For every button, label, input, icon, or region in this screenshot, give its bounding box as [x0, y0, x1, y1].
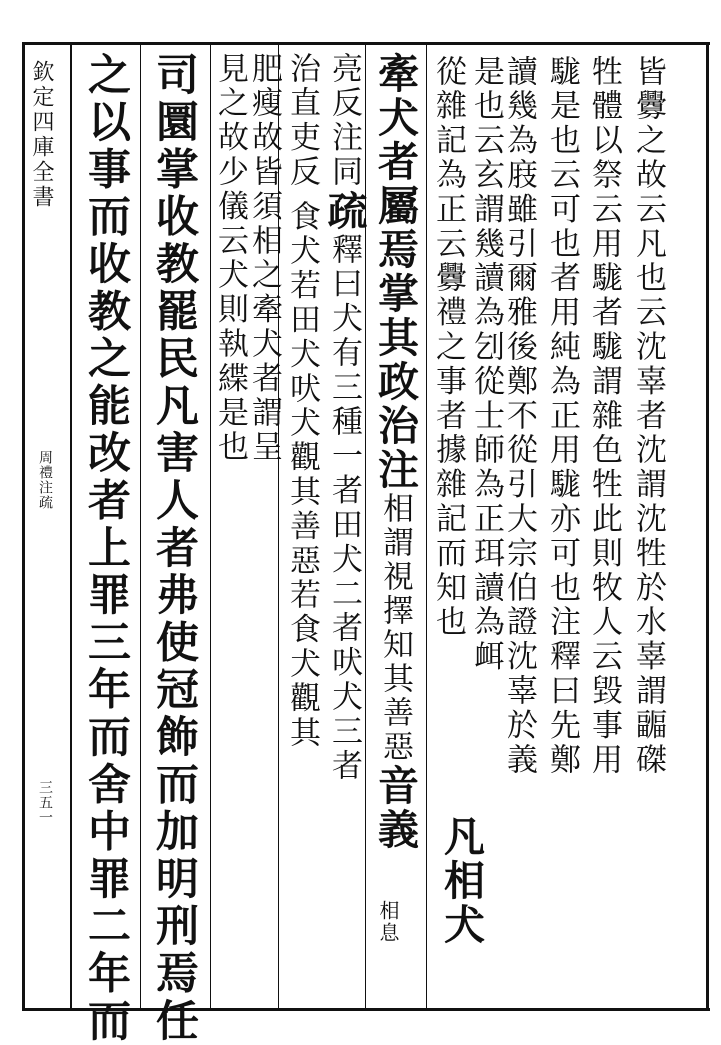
text-column-10: 肥瘦故皆須相之牽犬者謂呈: [246, 52, 282, 465]
text-column-1: 皆釁之故云凡也云沈辜者沈謂沈牲於水辜謂疈磔: [630, 55, 666, 778]
margin-divider: [70, 42, 72, 1011]
text-column-5: 是也云玄謂幾讀為刉從士師為正珥讀為衈: [468, 55, 504, 675]
note-marker: 注: [371, 448, 419, 492]
main-text-column-12: 司圜掌收教罷民凡害人者弗使冠飾而加明刑焉任: [149, 52, 199, 1045]
text-column-2: 牲體以祭云用駹者駹謂雜色牲此則牧人云毀事用: [586, 55, 622, 778]
commentary-text: 釋曰犬有三種一者田犬二者吠犬三者: [326, 233, 362, 784]
top-border: [22, 42, 710, 45]
text-column-11: 見之故少儀云犬則執緤是也: [212, 52, 248, 465]
column-divider: [365, 42, 366, 1011]
main-text-tail: 凡相犬: [437, 815, 485, 947]
text-column-7-tail: [437, 815, 485, 947]
text-column-3: 駹是也云可也者用純為正用駹亦可也注釋曰先鄭: [544, 55, 580, 778]
book-title: 欽定四庫全書: [29, 60, 54, 210]
text-column-8: [321, 52, 368, 784]
left-border: [22, 42, 25, 1011]
commentary-text-2: 食犬若田犬吠犬觀其善惡若食犬觀其: [284, 199, 320, 751]
page-number: 三五一: [37, 780, 53, 825]
shu-marker: 疏: [321, 189, 368, 234]
yinyi-marker: 音義: [371, 764, 419, 852]
main-text: 牽犬者屬焉掌其政治: [371, 52, 419, 448]
column-divider: [140, 42, 141, 1011]
gloss-head: 亮反注同: [326, 52, 362, 190]
text-column-4: 讀幾為庪雖引爾雅後鄭不從引大宗伯證沈辜於義: [501, 55, 537, 778]
small-gloss: 相息: [376, 900, 400, 944]
text-column-9: [284, 52, 320, 751]
note-text: 相謂視擇知其善惡: [377, 492, 413, 764]
text-column-6: 從雜記為正云釁禮之事者據雜記而知也: [430, 55, 466, 640]
column-divider: [426, 42, 427, 1011]
column-divider: [210, 42, 211, 1011]
gloss-head-2: 治直吏反: [284, 52, 320, 190]
right-border: [706, 42, 709, 1011]
text-column-7: [371, 52, 419, 852]
main-text-column-13: 之以事而收教之能改者上罪三年而舍中罪二年而: [81, 52, 131, 1045]
chapter-label: 周禮注疏: [37, 450, 53, 510]
